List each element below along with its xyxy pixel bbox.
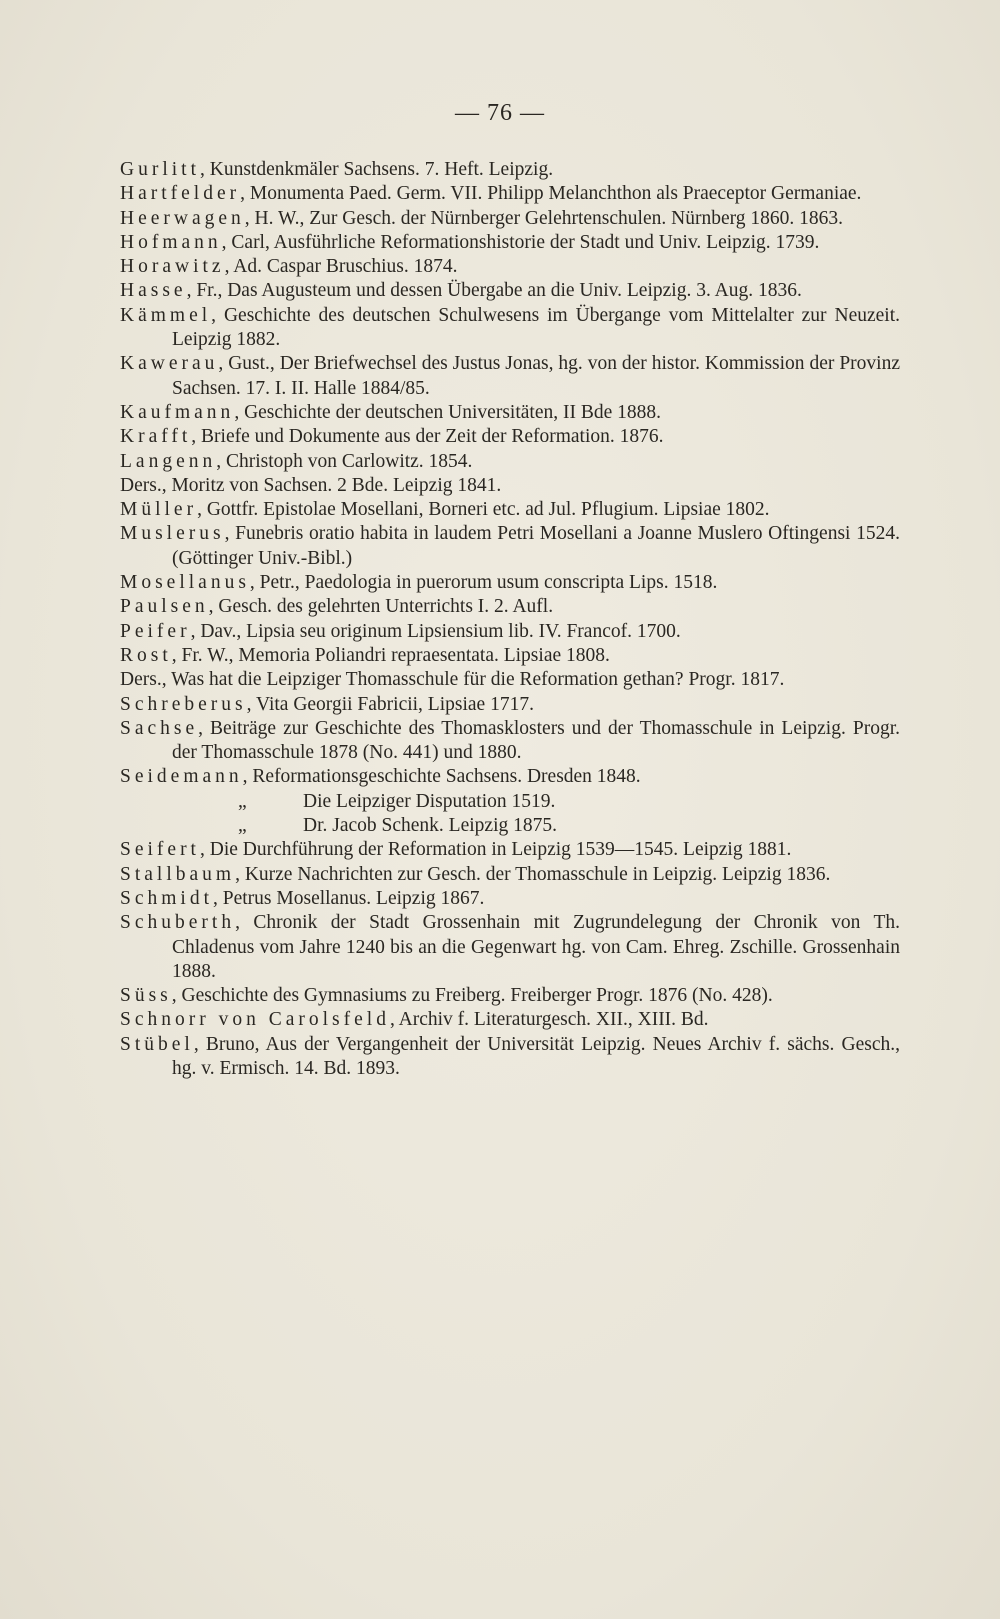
entry-text: Ders., Was hat die Leipziger Thomasschule für die Reformation gethan? Progr. 1817.: [120, 669, 785, 691]
entry-author: Muslerus: [120, 523, 225, 545]
entry-author: Schmidt: [120, 887, 214, 909]
bibliography-entry: [120, 352, 900, 401]
entry-text: , Gust., Der Briefwechsel des Justus Jonas, hg. von der histor. Kommission der Provinz Sachsen. 17. I. II. Halle 1884/85.: [172, 353, 900, 399]
entry-text: , Reformationsgeschichte Sachsens. Dresden 1848.: [242, 766, 641, 788]
entry-author: Stübel: [120, 1033, 194, 1055]
page-number: — 76 —: [455, 100, 545, 126]
entry-author: Langenn: [120, 450, 217, 472]
entry-text: , Briefe und Dokumente aus der Zeit der Reformation. 1876.: [191, 426, 664, 448]
entry-author: Sachse: [120, 717, 199, 739]
bibliography-entry: [120, 474, 900, 498]
entry-author: Rost: [120, 644, 172, 666]
bibliography-entry: [120, 595, 900, 619]
bibliography-entry: [120, 571, 900, 595]
entry-author: Schnorr von Carolsfeld: [120, 1009, 390, 1031]
bibliography-entry: [120, 717, 900, 766]
entry-author: Kämmel: [120, 304, 212, 326]
bibliography-entry: [120, 693, 900, 717]
entry-text: , Geschichte des deutschen Schulwesens im Übergange vom Mittelalter zur Neuzeit. Leipzig 1882.: [172, 304, 900, 351]
bibliography-entry: [120, 1008, 900, 1032]
entry-text: , Kurze Nachrichten zur Gesch. der Thomasschule in Leipzig. Leipzig 1836.: [235, 863, 831, 885]
entry-author: Schuberth: [120, 912, 236, 934]
entry-text: , Fr. W., Memoria Poliandri repraesentata. Lipsiae 1808.: [171, 644, 610, 666]
entry-text: , Funebris oratio habita in laudem Petri Mosellani a Joanne Muslero Oftingensi 1524. (Göttinger Univ.-Bibl.): [172, 523, 900, 569]
bibliography-entry: [120, 887, 900, 911]
entry-author: Gurlitt: [120, 159, 200, 180]
bibliography-entry: [120, 279, 900, 303]
entry-text: , Bruno, Aus der Vergangenheit der Universität Leipzig. Neues Archiv f. sächs. Gesch., hg. v. Ermisch. 14. Bd. 1893.: [172, 1033, 900, 1079]
entry-author: Heerwagen: [120, 207, 245, 229]
bibliography-entry: [120, 863, 900, 887]
entry-text: , Geschichte des Gymnasiums zu Freiberg. Freiberger Progr. 1876 (No. 428).: [171, 985, 773, 1007]
entry-author: Seidemann: [120, 766, 243, 788]
entry-author: Kaufmann: [120, 401, 235, 423]
entry-text: , Petr., Paedologia in puerorum usum conscripta Lips. 1518.: [249, 572, 718, 594]
entry-text: , Petrus Mosellanus. Leipzig 1867.: [213, 887, 485, 909]
entry-text: , Ad. Caspar Bruschius. 1874.: [224, 256, 458, 278]
bibliography-entry: [120, 158, 900, 182]
entry-text: , Monumenta Paed. Germ. VII. Philipp Melanchthon als Praeceptor Germaniae.: [240, 183, 862, 205]
bibliography-entry: [120, 522, 900, 571]
entry-author: Paulsen: [120, 596, 209, 618]
bibliography-entry: [120, 765, 900, 789]
entry-author: Süss: [120, 985, 172, 1007]
entry-author: Krafft: [120, 426, 192, 448]
entry-text: , Archiv f. Literaturgesch. XII., XIII. Bd.: [389, 1009, 709, 1031]
bibliography-entry: [120, 1033, 900, 1082]
entry-text: , Gottfr. Epistolae Mosellani, Borneri etc. ad Jul. Pflugium. Lipsiae 1802.: [197, 499, 770, 521]
entry-author: Stallbaum: [120, 863, 236, 885]
entry-text: , Beiträge zur Geschichte des Thomasklosters und der Thomasschule in Leipzig. Progr. der Thomasschule 1878 (No. 441) und 1880.: [172, 717, 900, 764]
entry-text: , Chronik der Stadt Grossenhain mit Zugrundelegung der Chronik von Th. Chladenus vom Jahre 1240 bis an die Gegenwart hg. von Cam. Ehreg. Zschille. Grossenhain 1888.: [172, 912, 900, 982]
entry-author: Schreberus: [120, 693, 247, 715]
bibliography-entry: [120, 838, 900, 862]
entry-text: , Fr., Das Augusteum und dessen Übergabe an die Univ. Leipzig. 3. Aug. 1836.: [186, 280, 802, 302]
entry-text: , Gesch. des gelehrten Unterrichts I. 2. Aufl.: [208, 596, 554, 618]
entry-author: Hasse: [120, 280, 187, 302]
bibliography-entry: [120, 182, 900, 206]
entry-text: , Die Durchführung der Reformation in Leipzig 1539—1545. Leipzig 1881.: [199, 839, 792, 861]
bibliography-entry: [120, 304, 900, 353]
entry-author: Peifer: [120, 620, 191, 642]
bibliography-entry-ditto: [120, 814, 900, 838]
entry-author: Müller: [120, 499, 198, 521]
bibliography-entry: [120, 255, 900, 279]
entry-author: Seifert: [120, 839, 200, 861]
entry-author: Hofmann: [120, 231, 222, 253]
bibliography-entry: [120, 498, 900, 522]
entry-author: Kawerau: [120, 353, 219, 375]
entry-text: , Carl, Ausführliche Reformationshistorie der Stadt und Univ. Leipzig. 1739.: [221, 231, 820, 253]
entry-text: , H. W., Zur Gesch. der Nürnberger Gelehrtenschulen. Nürnberg 1860. 1863.: [244, 207, 843, 229]
bibliography-entry: [120, 401, 900, 425]
bibliography-entry: [120, 450, 900, 474]
bibliography-entry: [120, 231, 900, 255]
bibliography-entry: [120, 984, 900, 1008]
entry-author: Mosellanus: [120, 572, 250, 594]
bibliography-entry: [120, 620, 900, 644]
bibliography-entry: [120, 644, 900, 668]
bibliography-entry: [120, 207, 900, 231]
entry-text: , Geschichte der deutschen Universitäten, II Bde 1888.: [234, 401, 662, 423]
bibliography-entry: [120, 911, 900, 984]
entry-text: , Christoph von Carlowitz. 1854.: [216, 450, 473, 472]
entry-text: Die Leipziger Disputation 1519.: [303, 790, 556, 812]
entry-text: Ders., Moritz von Sachsen. 2 Bde. Leipzig 1841.: [120, 474, 502, 496]
entry-author: Hartfelder: [120, 183, 241, 205]
bibliography-entry: [120, 668, 900, 692]
entry-author: Horawitz: [120, 256, 225, 278]
entry-text: Dr. Jacob Schenk. Leipzig 1875.: [303, 815, 557, 837]
entry-text: , Vita Georgii Fabricii, Lipsiae 1717.: [246, 693, 534, 715]
ditto-mark: „: [238, 815, 247, 837]
entry-text: , Dav., Lipsia seu originum Lipsiensium lib. IV. Francof. 1700.: [190, 620, 681, 642]
bibliography-entry-ditto: [120, 790, 900, 814]
ditto-mark: „: [238, 790, 247, 812]
bibliography-entry: [120, 425, 900, 449]
bibliography-list: [120, 158, 900, 1081]
entry-text: , Kunstdenkmäler Sachsens. 7. Heft. Leipzig.: [200, 159, 554, 180]
